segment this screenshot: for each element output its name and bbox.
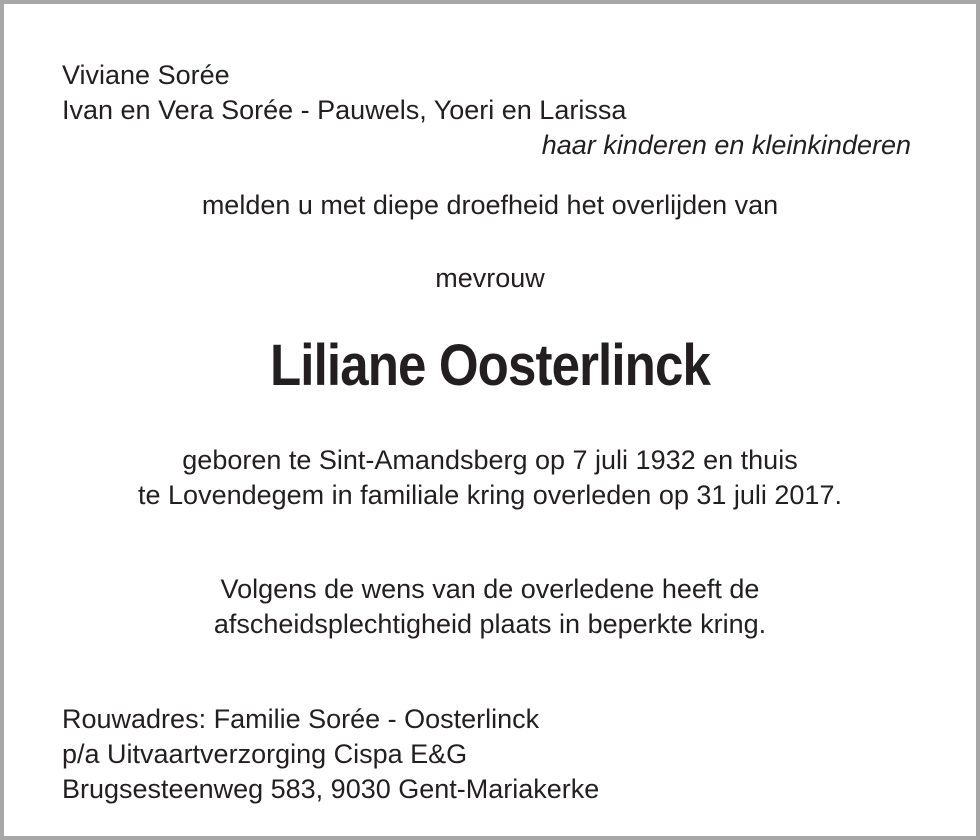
address-line-2: p/a Uitvaartverzorging Cispa E&G xyxy=(62,739,468,769)
address-line-3: Brugsesteenweg 583, 9030 Gent-Mariakerke xyxy=(62,774,600,804)
birth-death-line-2: te Lovendegem in familiale kring overleden op 31 juli 2017. xyxy=(138,480,842,510)
announcement-intro: melden u met diepe droefheid het overlijden van xyxy=(201,190,779,220)
family-line-2: Ivan en Vera Sorée - Pauwels, Yoeri en Larissa xyxy=(62,95,627,125)
ceremony-line-1: Volgens de wens van de overledene heeft de xyxy=(220,574,760,604)
ceremony-line-2: afscheidsplechtigheid plaats in beperkte kring. xyxy=(213,609,767,639)
deceased-name: Liliane Oosterlinck xyxy=(270,333,710,398)
address-line-1: Rouwadres: Familie Sorée - Oosterlinck xyxy=(62,704,540,734)
family-line-1: Viviane Sorée xyxy=(62,60,230,90)
family-relation: haar kinderen en kleinkinderen xyxy=(541,130,911,160)
deceased-title: mevrouw xyxy=(435,263,545,293)
birth-death-line-1: geboren te Sint-Amandsberg op 7 juli 1932 en thuis xyxy=(182,445,798,475)
